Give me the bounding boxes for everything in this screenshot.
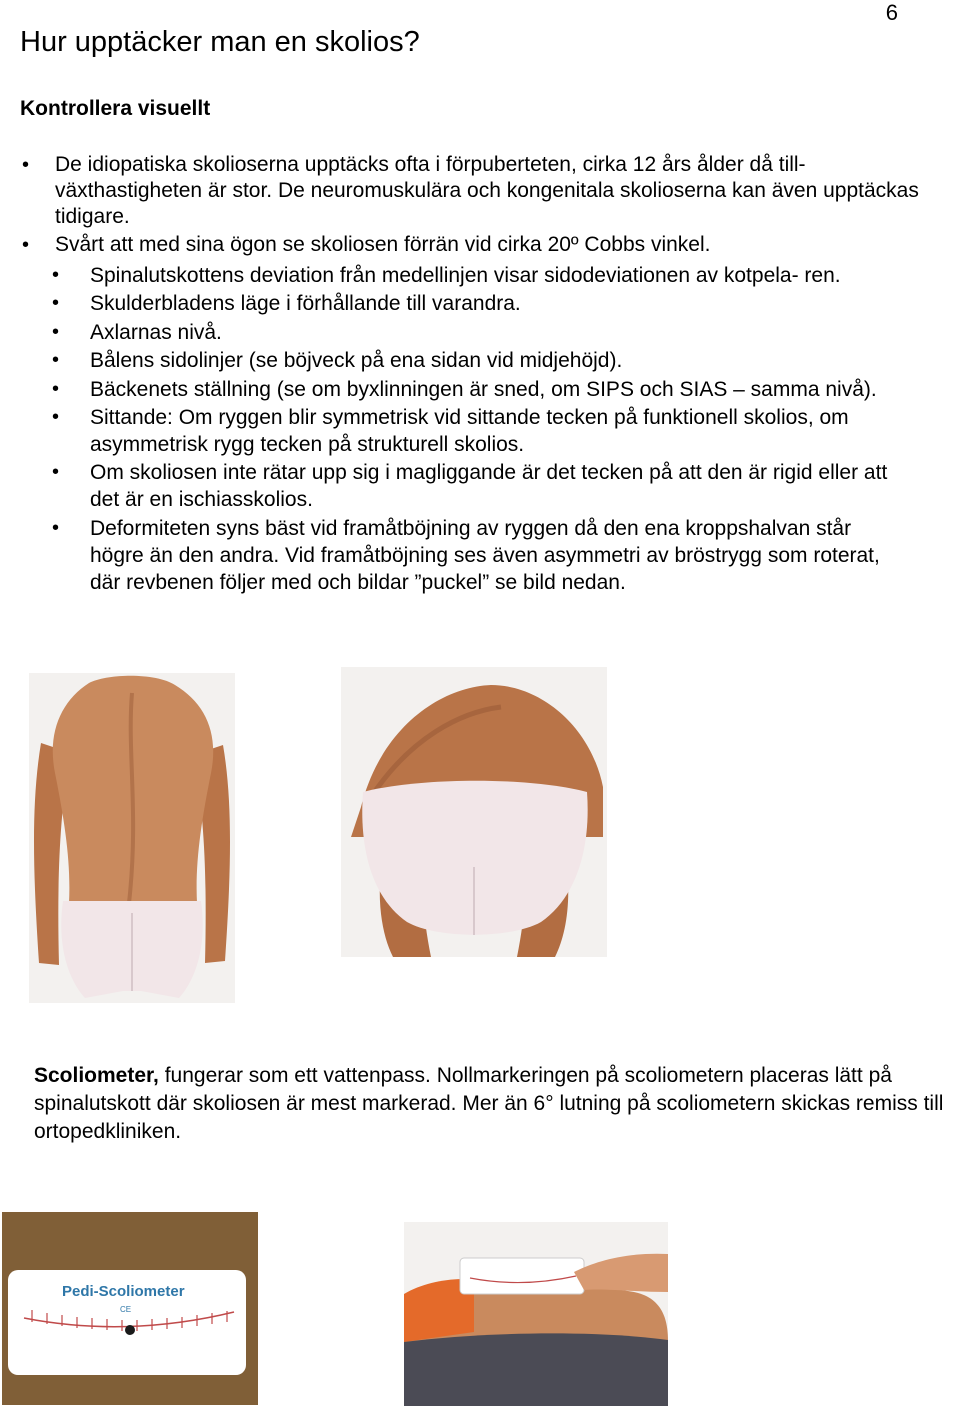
device-label: Pedi-Scoliometer bbox=[62, 1283, 185, 1300]
list-item: • Bäckenets ställning (se om byxlinningen är sned, om SIPS och SIAS – samma nivå). bbox=[50, 376, 910, 403]
photo-scoliometer-device bbox=[2, 1212, 258, 1405]
list-item: • Deformiteten syns bäst vid framåtböjning av ryggen då den ena kroppshalvan står högre än den andra. Vid framåtböjning ses även asymmetri av bröstrygg som roterat, där revbenen följer med och bildar ”puckel” se bild nedan. bbox=[50, 515, 910, 596]
list-item: • Svårt att med sina ögon se skoliosen förrän vid cirka 20º Cobbs vinkel. bbox=[20, 232, 920, 258]
device-ce-mark: CE bbox=[120, 1305, 132, 1314]
scoliometer-caption bbox=[34, 1062, 960, 1146]
photo-scoliometer-in-use bbox=[404, 1222, 668, 1406]
caption-bold-term: Scoliometer, bbox=[34, 1064, 159, 1087]
list-item: • Axlarnas nivå. bbox=[50, 319, 910, 346]
list-item: • Spinalutskottens deviation från medellinjen visar sidodeviationen av kotpela- ren. bbox=[50, 262, 910, 289]
sub-bullet-list bbox=[50, 262, 910, 597]
list-item: • Bålens sidolinjer (se böjveck på ena sidan vid midjehöjd). bbox=[50, 347, 910, 374]
photo-standing-back bbox=[29, 673, 235, 1003]
list-item: • Skulderbladens läge i förhållande till varandra. bbox=[50, 290, 910, 317]
list-item: • De idiopatiska skolioserna upptäcks ofta i förpuberteten, cirka 12 års ålder då till- växthastigheten är stor. De neuromuskulära och kongenitala skolioserna kan även upptäckas tidigare. bbox=[20, 152, 920, 230]
section-subheading: Kontrollera visuellt bbox=[20, 97, 211, 120]
list-item: • Om skoliosen inte rätar upp sig i magliggande är det tecken på att den är rigid eller att det är en ischiasskolios. bbox=[50, 459, 910, 513]
page-number: 6 bbox=[885, 0, 898, 25]
page-title: Hur upptäcker man en skolios? bbox=[20, 26, 420, 58]
list-item: • Sittande: Om ryggen blir symmetrisk vid sittande tecken på funktionell skolios, om asymmetrisk rygg tecken på strukturell skolios. bbox=[50, 404, 910, 458]
caption-text: fungerar som ett vattenpass. Nollmarkeringen på scoliometern placeras lätt på spinalutskott där skoliosen är mest markerad. Mer än 6° lutning på scoliometern skickas remiss till ortopedkliniken. bbox=[34, 1064, 944, 1143]
photo-forward-bend bbox=[341, 667, 607, 957]
main-bullet-list bbox=[20, 152, 920, 260]
